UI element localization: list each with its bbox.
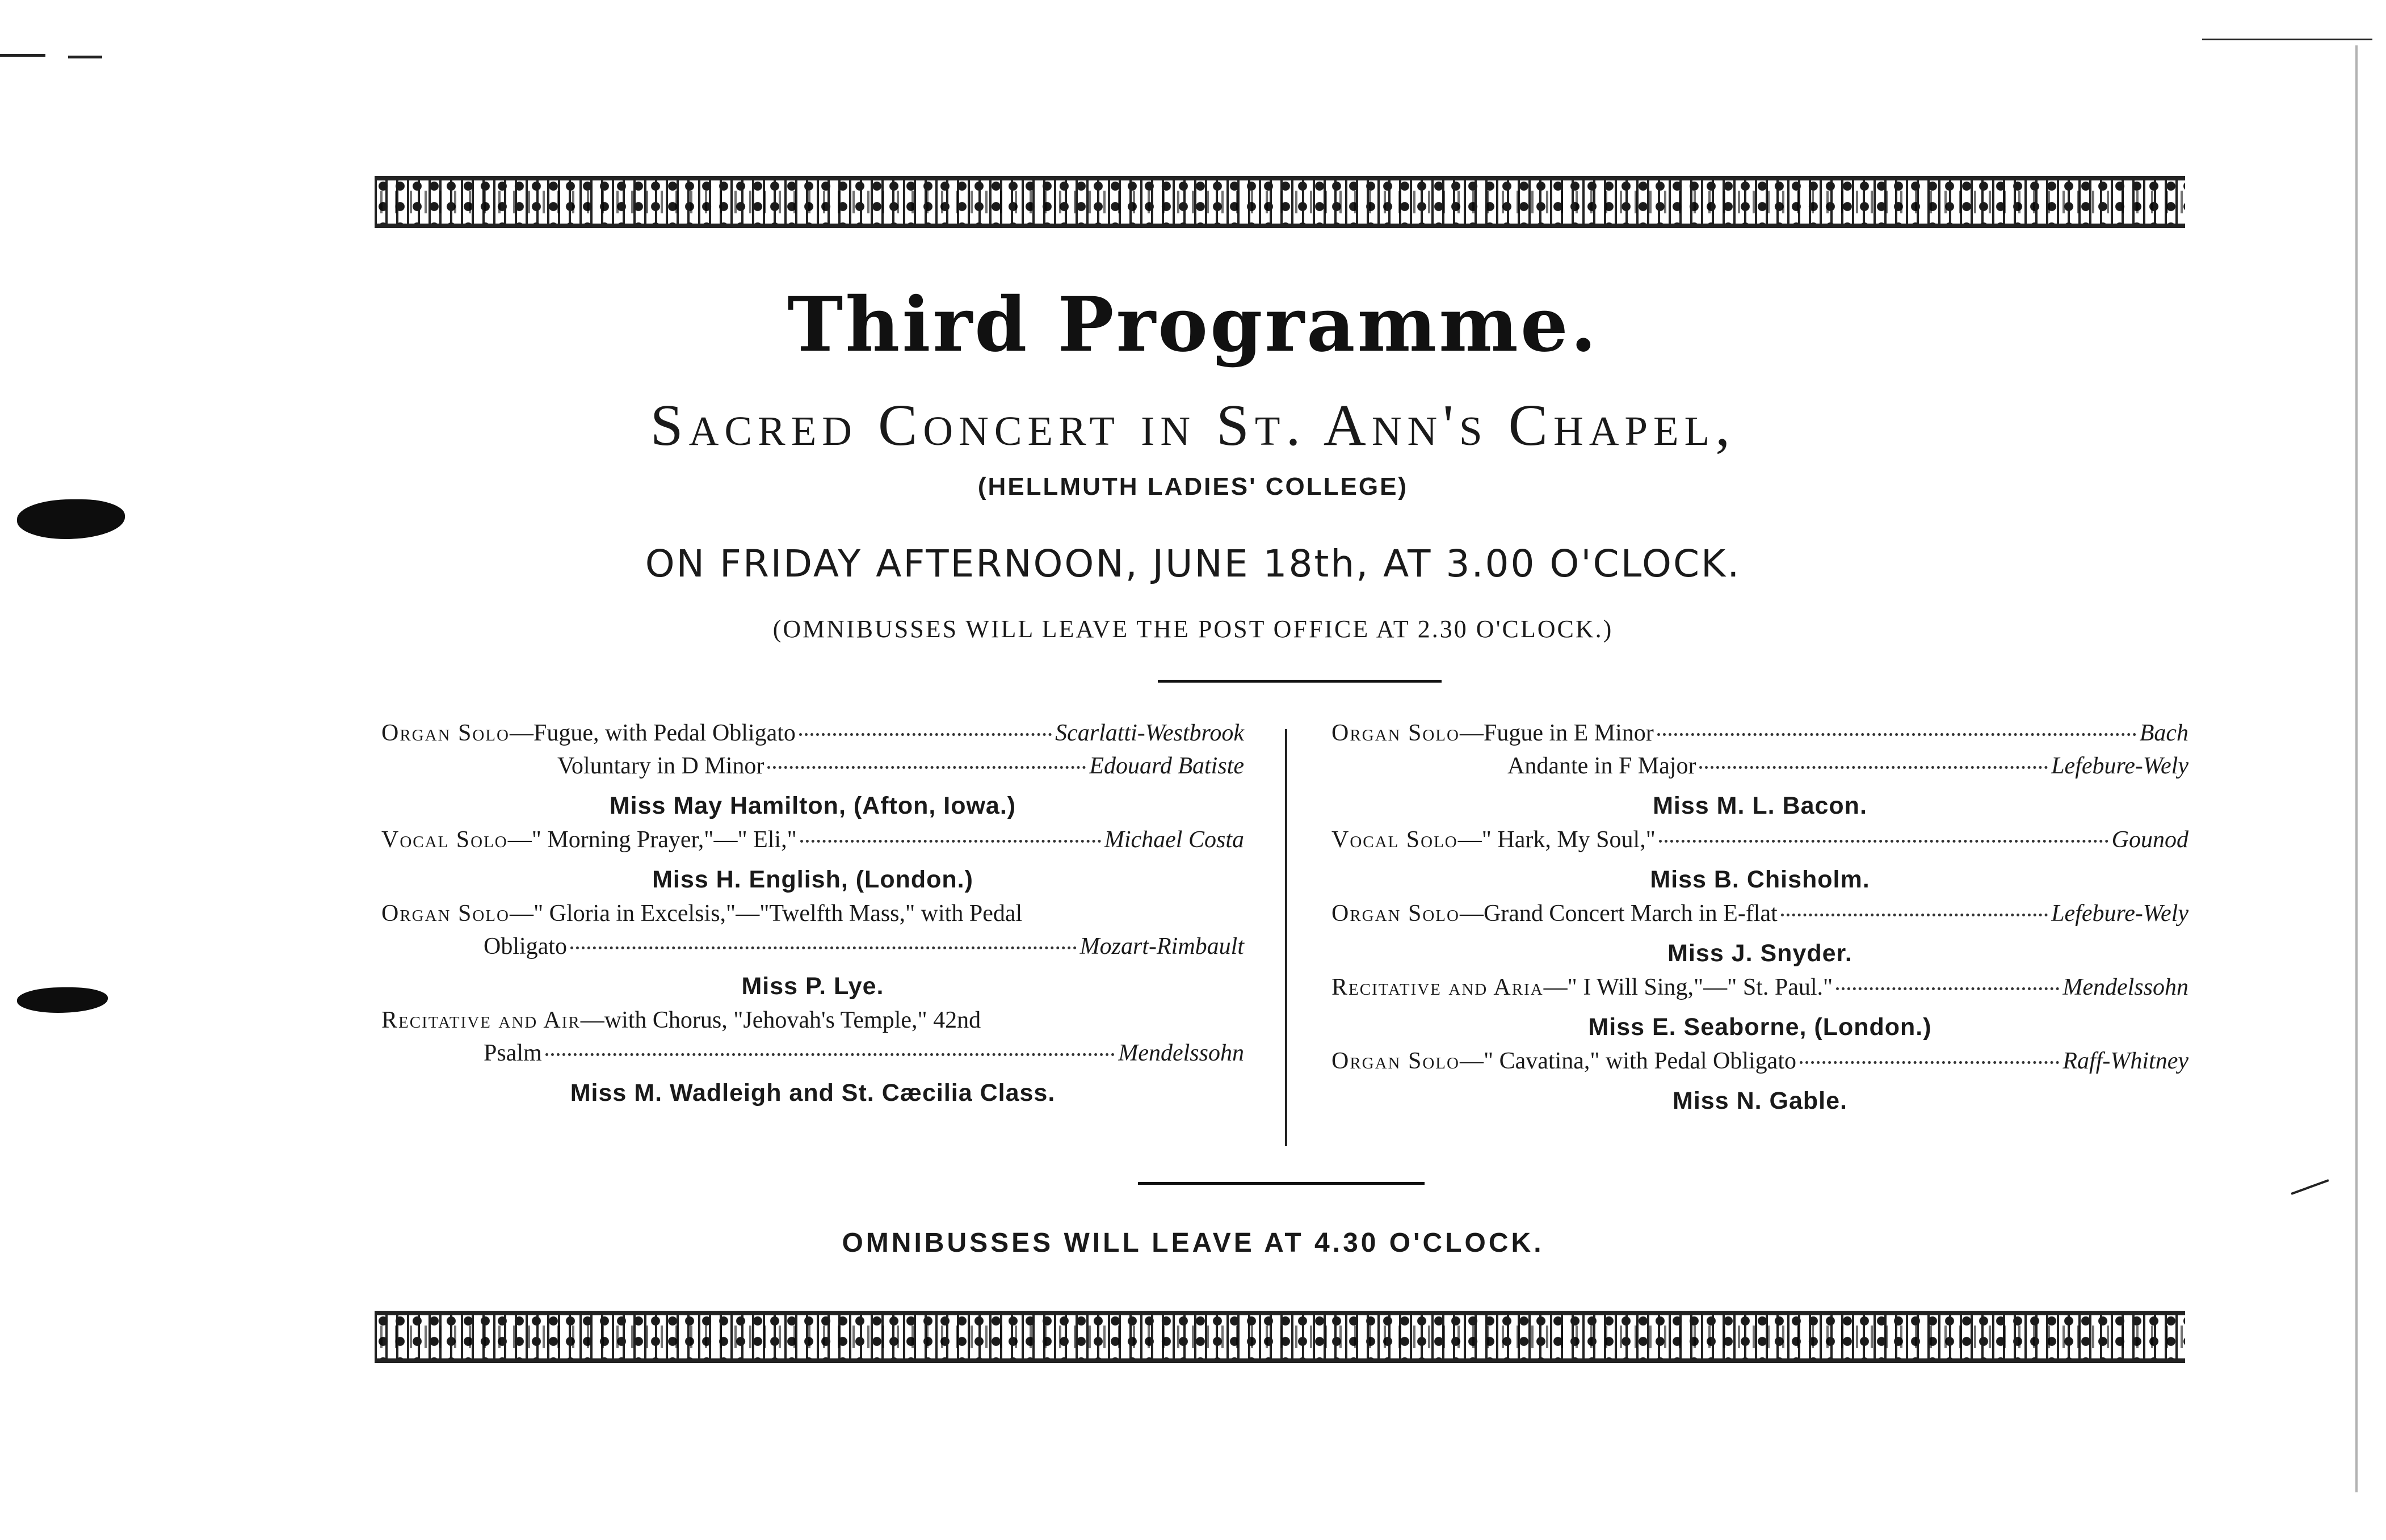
date-line: ON FRIDAY AFTERNOON, JUNE 18th, AT 3.00 O'CLOCK. [645,542,1741,586]
piece-type: Organ Solo [1331,901,1460,927]
piece-title: —Fugue, with Pedal Obligato [509,720,796,746]
programme-item-line [381,900,1244,933]
dot-leader [1659,840,2108,843]
piece-type: Organ Solo [1331,1048,1460,1074]
omnibus-departure-note: (OMNIBUSSES WILL LEAVE THE POST OFFICE AT 2.30 O'CLOCK.) [772,615,1614,643]
scan-mark [0,54,45,57]
footer-rule [1138,1182,1425,1185]
programme-item-line [1331,974,2188,1007]
programme-item-line [381,752,1244,785]
header-rule [1158,680,1442,683]
piece-type: Organ Solo [381,901,510,927]
scan-mark [2355,45,2358,1492]
performer: Miss H. English, (London.) [652,866,973,893]
piece-type: Organ Solo [1331,720,1460,746]
piece-type: Vocal Solo [1331,827,1458,853]
piece-title: Obligato [484,933,567,960]
piece-type: Recitative and Air [381,1007,581,1033]
omnibus-return-note: OMNIBUSSES WILL LEAVE AT 4.30 O'CLOCK. [842,1228,1544,1258]
piece-title: —" Morning Prayer,"—" Eli," [507,827,797,853]
piece-title: —Fugue in E Minor [1459,720,1654,746]
composer: Mendelssohn [1118,1040,1244,1066]
scan-mark [68,56,102,58]
composer: Mendelssohn [2062,974,2188,1000]
bottom-ornamental-border [375,1311,2185,1363]
scan-mark [2291,1179,2329,1195]
top-ornamental-border [375,176,2185,228]
ink-blot [17,987,108,1013]
composer: Lefebure-Wely [2051,901,2188,927]
programme-item-line [1331,900,2188,933]
piece-type: Recitative and Aria [1331,974,1544,1000]
piece-title: —" Cavatina," with Pedal Obligato [1459,1048,1796,1074]
piece-title: Voluntary in D Minor [557,753,764,779]
dot-leader [767,766,1086,769]
programme-item-line [381,1007,1244,1040]
concert-subtitle: Sacred Concert in St. Ann's Chapel, [650,393,1736,458]
dot-leader [1800,1061,2059,1064]
piece-title: —" Hark, My Soul," [1457,827,1656,853]
composer: Gounod [2111,827,2188,853]
performer: Miss M. Wadleigh and St. Cæcilia Class. [570,1079,1056,1106]
dot-leader [570,946,1077,949]
college-name: (HELLMUTH LADIES' COLLEGE) [977,473,1409,500]
performer: Miss May Hamilton, (Afton, Iowa.) [609,792,1016,819]
programme-item-line [381,826,1244,859]
piece-type: Organ Solo [381,720,510,746]
programme-right-column [1331,719,2188,1121]
programme-item-line [381,719,1244,752]
piece-title: Andante in F Major [1507,753,1696,779]
programme-item-line [1331,1047,2188,1080]
composer: Michael Costa [1104,827,1244,853]
performer: Miss E. Seaborne, (London.) [1588,1013,1932,1041]
performer: Miss M. L. Bacon. [1653,792,1867,819]
scan-mark [2202,39,2372,40]
programme-item-line [1331,826,2188,859]
programme-item-line [1331,752,2188,785]
programme-item-line [381,1040,1244,1072]
dot-leader [1781,914,2048,916]
composer: Lefebure-Wely [2051,753,2188,779]
performer: Miss J. Snyder. [1667,940,1852,967]
composer: Mozart-Rimbault [1079,933,1244,960]
dot-leader [800,840,1101,843]
composer: Raff-Whitney [2062,1048,2188,1074]
performer: Miss N. Gable. [1673,1087,1847,1114]
piece-title: —Grand Concert March in E-flat [1459,901,1778,927]
programme-item-line [381,933,1244,966]
programme-item-line [1331,719,2188,752]
piece-title: —with Chorus, "Jehovah's Temple," 42nd [580,1007,981,1033]
composer: Bach [2139,720,2188,746]
programme-left-column [381,719,1244,1113]
piece-title: —" Gloria in Excelsis,"—"Twelfth Mass," with Pedal [509,901,1023,927]
performer: Miss P. Lye. [741,973,884,1000]
programme-title: Third Programme. [787,281,1599,369]
composer: Scarlatti-Westbrook [1055,720,1244,746]
ink-blot [17,499,125,539]
performer: Miss B. Chisholm. [1650,866,1870,893]
dot-leader [1836,987,2059,990]
dot-leader [1657,733,2136,736]
dot-leader [799,733,1052,736]
piece-title: Psalm [484,1040,542,1066]
composer: Edouard Batiste [1089,753,1244,779]
piece-title: —" I Will Sing,"—" St. Paul." [1543,974,1833,1000]
piece-type: Vocal Solo [381,827,508,853]
dot-leader [545,1053,1115,1056]
column-divider [1285,729,1287,1146]
dot-leader [1699,766,2048,769]
